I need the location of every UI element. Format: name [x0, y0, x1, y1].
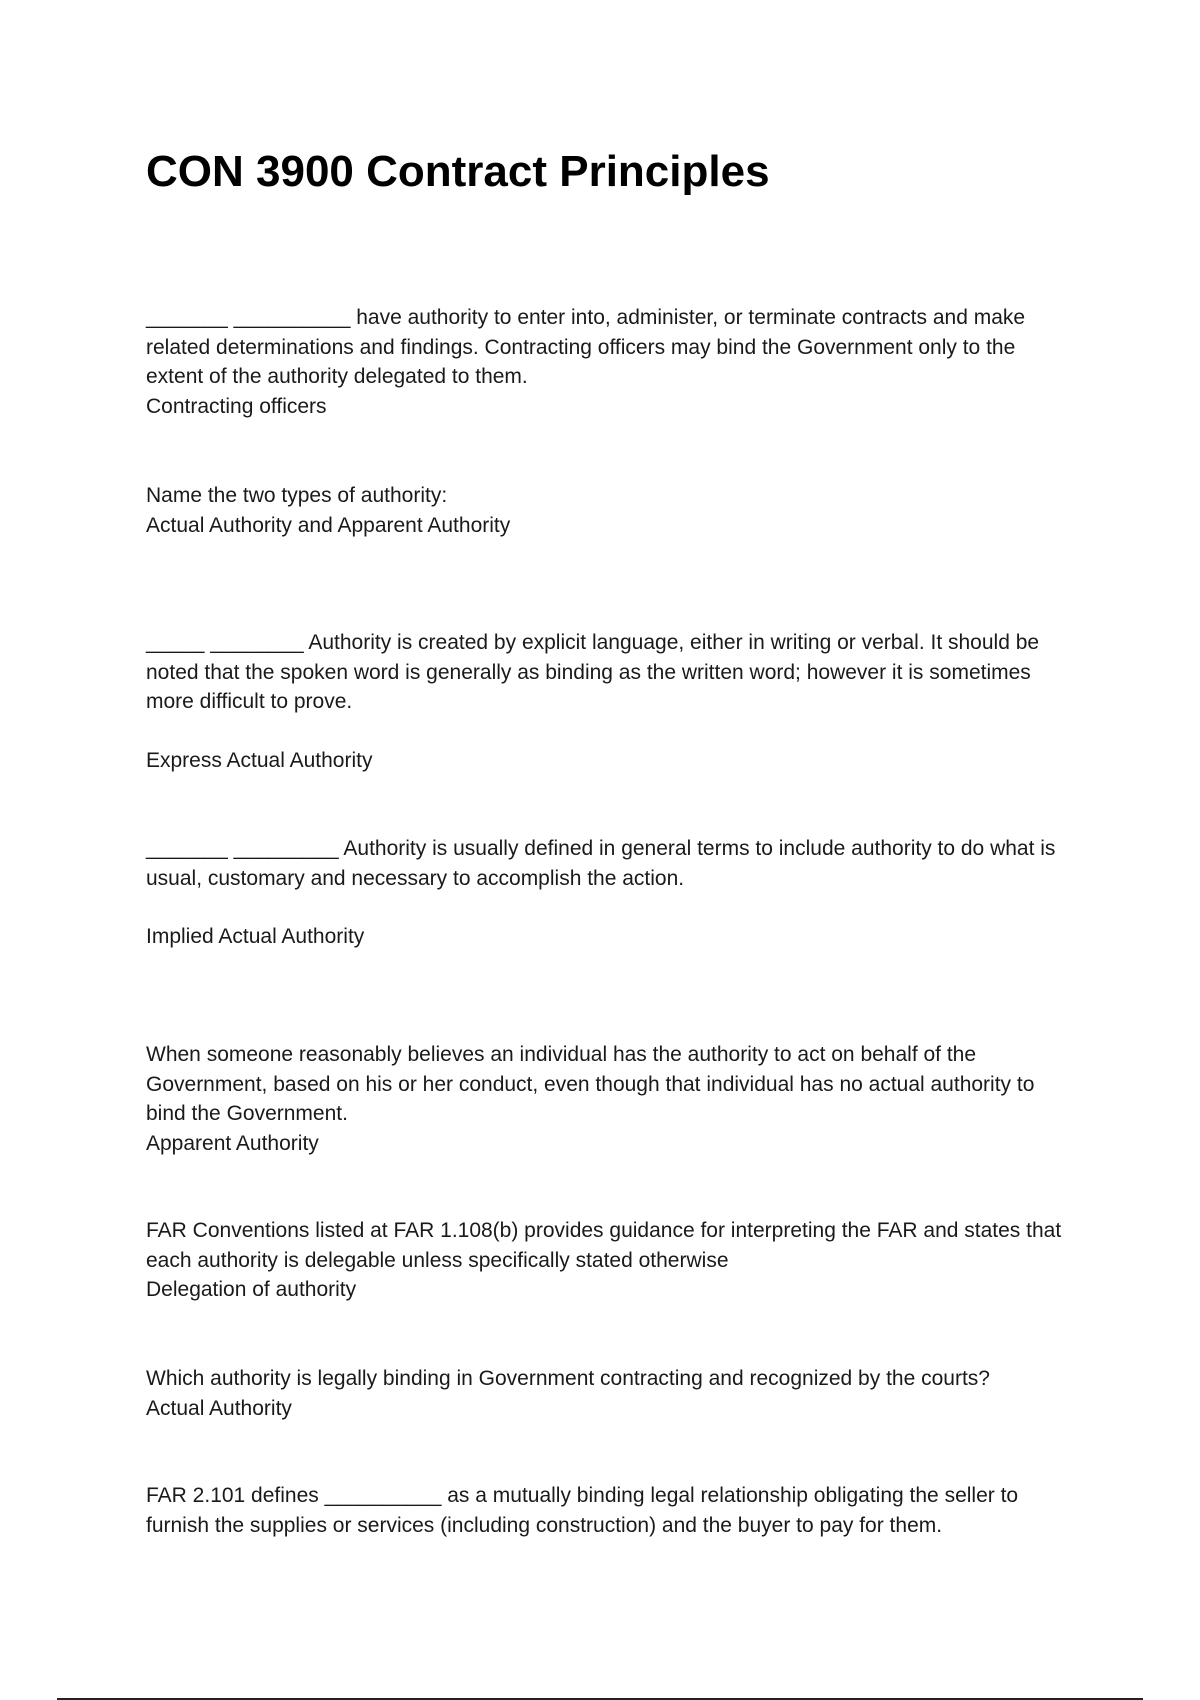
flashcard-7: [146, 1364, 1066, 1423]
card-spacer: [146, 893, 1066, 922]
card-answer: Implied Actual Authority: [146, 925, 365, 948]
flashcard-4: [146, 834, 1066, 952]
card-question: Which authority is legally binding in Government contracting and recognized by the courts?: [146, 1367, 990, 1390]
card-answer: Delegation of authority: [146, 1278, 357, 1301]
card-question: FAR Conventions listed at FAR 1.108(b) provides guidance for interpreting the FAR and states that each authority is delegable unless specifically stated otherwise: [146, 1219, 1068, 1272]
card-answer: Contracting officers: [146, 394, 327, 418]
card-question: _______ _________ Authority is usually defined in general terms to include authority to do what is usual, customary and necessary to accomplish the action.: [146, 837, 1062, 890]
card-question: Name the two types of authority:: [146, 484, 448, 507]
card-spacer: [146, 717, 1066, 746]
card-question: FAR 2.101 defines __________ as a mutually binding legal relationship obligating the seller to furnish the supplies or services (including construction) and the buyer to pay for them.: [146, 1484, 1024, 1537]
flashcard-5: [146, 1040, 1066, 1158]
card-answer: Actual Authority and Apparent Authority: [146, 513, 511, 537]
card-question: _____ ________ Authority is created by explicit language, either in writing or verbal. It should be noted that the spoken word is generally as binding as the written word; however it is sometimes more difficult to prove.: [146, 631, 1045, 713]
flashcard-6: [146, 1216, 1066, 1305]
flashcard-8: [146, 1481, 1066, 1540]
card-answer: Actual Authority: [146, 1396, 292, 1420]
card-answer: Express Actual Authority: [146, 748, 373, 772]
card-question: _______ __________ have authority to enter into, administer, or terminate contracts and make related determinations and findings. Contracting officers may bind the Government only to the extent of the authority delegated to them.: [146, 306, 1031, 388]
flashcard-2: [146, 481, 1066, 540]
document-title: CON 3900 Contract Principles: [146, 147, 770, 196]
card-answer: Apparent Authority: [146, 1131, 319, 1155]
card-question: When someone reasonably believes an individual has the authority to act on behalf of the Government, based on his or her conduct, even though that individual has no actual authority to bind the Government.: [146, 1043, 1041, 1125]
flashcard-3: [146, 628, 1066, 775]
flashcard-1: [146, 303, 1066, 421]
